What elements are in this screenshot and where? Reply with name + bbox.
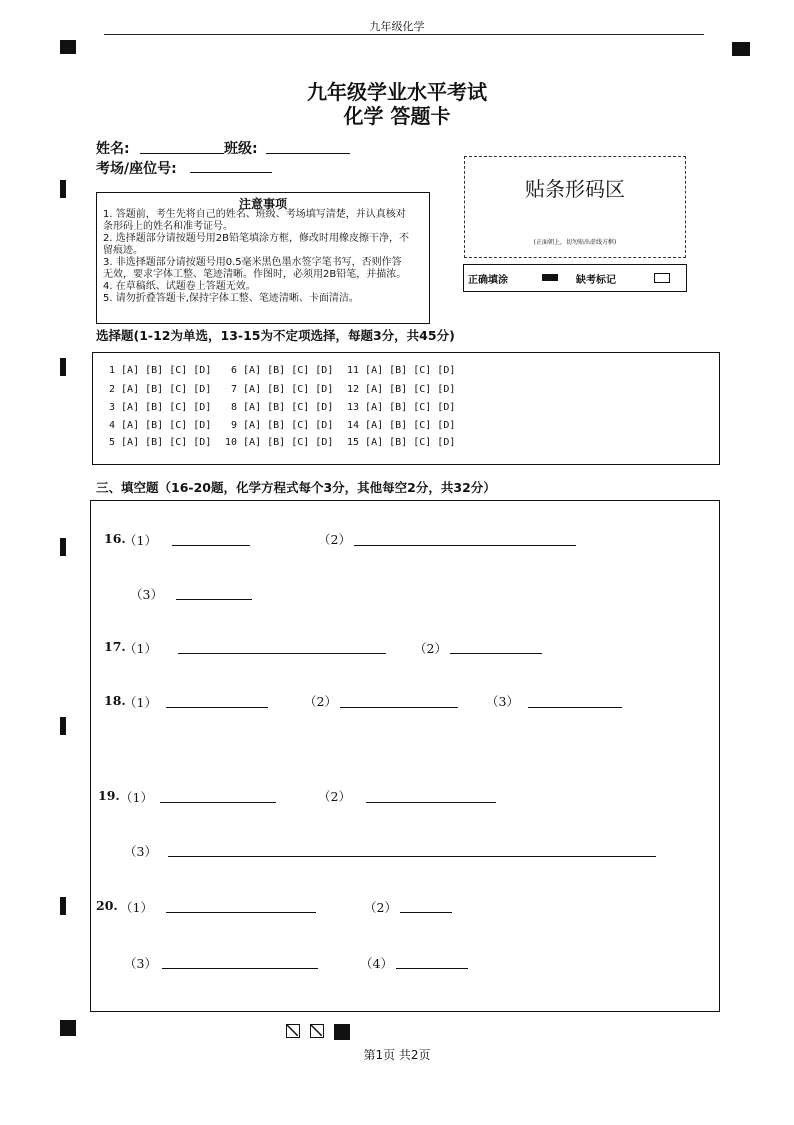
choice-row[interactable]: 4 [A] [B] [C] [D] — [109, 420, 212, 431]
choice-row[interactable]: 15 [A] [B] [C] [D] — [347, 437, 456, 448]
notice-line: 无效，要求字体工整、笔迹清晰。作图时，必须用2B铅笔，并描浓。 — [103, 269, 407, 280]
part-label: （1） — [124, 695, 157, 710]
notice-line: 5. 请勿折叠答题卡,保持字体工整、笔迹清晰、卡面清洁。 — [103, 293, 359, 304]
choice-row[interactable]: 11 [A] [B] [C] [D] — [347, 365, 456, 376]
choice-section-title: 选择题(1-12为单选，13-15为不定项选择，每题3分，共45分) — [96, 328, 455, 343]
fill-answer-area — [90, 500, 720, 1012]
part-label: （2） — [318, 532, 351, 547]
choice-row[interactable]: 14 [A] [B] [C] [D] — [347, 420, 456, 431]
answer-blank-19-2[interactable] — [366, 802, 496, 803]
class-field[interactable] — [266, 153, 350, 154]
answer-blank-16-2[interactable] — [354, 545, 576, 546]
timing-mark — [60, 538, 66, 556]
notice-title: 注意事项 — [238, 197, 287, 211]
exam-title: 九年级学业水平考试 — [307, 80, 487, 104]
part-label: （1） — [120, 790, 153, 805]
part-label: （1） — [120, 900, 153, 915]
page-number: 第1页 共2页 — [363, 1048, 431, 1062]
running-header: 九年级化学 — [369, 20, 425, 33]
fill-section-title: 三、填空题（16-20题，化学方程式每个3分，其他每空2分，共32分） — [96, 480, 496, 495]
choice-row[interactable]: 10 [A] [B] [C] [D] — [225, 437, 334, 448]
notice-line: 条形码上的姓名和准考证号。 — [103, 221, 233, 232]
choice-row[interactable]: 5 [A] [B] [C] [D] — [109, 437, 212, 448]
part-label: （3） — [130, 587, 163, 602]
answer-blank-19-3[interactable] — [168, 856, 656, 857]
seat-label: 考场/座位号: — [96, 161, 177, 177]
notice-line: 3. 非选择题部分请按题号用0.5毫米黑色墨水签字笔书写，否则作答 — [103, 257, 402, 268]
exam-subtitle: 化学 答题卡 — [343, 104, 451, 128]
answer-blank-20-4[interactable] — [396, 968, 468, 969]
choice-answer-grid — [92, 352, 720, 465]
question-number-18: 18. — [104, 693, 126, 708]
correct-fill-label: 正确填涂 — [468, 275, 508, 286]
answer-blank-18-1[interactable] — [166, 707, 268, 708]
name-label: 姓名: — [96, 141, 130, 157]
choice-row[interactable]: 9 [A] [B] [C] [D] — [231, 420, 334, 431]
notice-line: 2. 选择题部分请按题号用2B铅笔填涂方框，修改时用橡皮擦干净，不 — [103, 233, 409, 244]
timing-mark — [60, 897, 66, 915]
choice-row[interactable]: 1 [A] [B] [C] [D] — [109, 365, 212, 376]
name-field[interactable] — [140, 153, 224, 154]
question-number-17: 17. — [104, 639, 126, 654]
answer-blank-16-3[interactable] — [176, 599, 252, 600]
part-label: （2） — [304, 694, 337, 709]
choice-row[interactable]: 12 [A] [B] [C] [D] — [347, 384, 456, 395]
choice-row[interactable]: 2 [A] [B] [C] [D] — [109, 384, 212, 395]
answer-blank-19-1[interactable] — [160, 802, 276, 803]
corner-mark-top-left — [60, 40, 76, 54]
question-number-19: 19. — [98, 788, 120, 803]
header-rule — [104, 34, 704, 35]
barcode-note: (正面朝上，切勿贴出虚线方框) — [533, 239, 617, 246]
timing-mark — [60, 717, 66, 735]
question-number-20: 20. — [96, 898, 118, 913]
answer-blank-18-2[interactable] — [340, 707, 458, 708]
choice-row[interactable]: 13 [A] [B] [C] [D] — [347, 402, 456, 413]
answer-blank-16-1[interactable] — [172, 545, 250, 546]
choice-row[interactable]: 3 [A] [B] [C] [D] — [109, 402, 212, 413]
absent-mark-label: 缺考标记 — [576, 275, 616, 286]
barcode-title: 贴条形码区 — [525, 177, 625, 201]
corner-mark-bottom-left — [60, 1020, 76, 1036]
part-label: （2） — [318, 789, 351, 804]
fill-legend — [463, 264, 687, 292]
correct-fill-sample — [542, 274, 558, 281]
part-label: （3） — [124, 844, 157, 859]
barcode-area — [464, 156, 686, 258]
part-label: （1） — [124, 533, 157, 548]
notice-box — [96, 192, 430, 324]
answer-blank-17-1[interactable] — [178, 653, 386, 654]
class-label: 班级: — [224, 141, 258, 157]
corner-mark-top-right — [732, 42, 750, 56]
part-label: （3） — [124, 956, 157, 971]
part-label: （2） — [364, 900, 397, 915]
answer-blank-20-1[interactable] — [166, 912, 316, 913]
part-label: （3） — [486, 694, 519, 709]
answer-blank-17-2[interactable] — [450, 653, 542, 654]
page-marker-crossed — [310, 1024, 324, 1038]
choice-row[interactable]: 7 [A] [B] [C] [D] — [231, 384, 334, 395]
answer-blank-20-2[interactable] — [400, 912, 452, 913]
notice-line: 1. 答题前，考生先将自己的姓名、班级、考场填写清楚，并认真核对 — [103, 209, 406, 220]
page-marker-crossed — [286, 1024, 300, 1038]
absent-mark-box[interactable] — [654, 273, 670, 283]
part-label: （4） — [360, 956, 393, 971]
part-label: （1） — [124, 641, 157, 656]
question-number-16: 16. — [104, 531, 126, 546]
answer-blank-20-3[interactable] — [162, 968, 318, 969]
part-label: （2） — [414, 641, 447, 656]
notice-line: 4. 在草稿纸、试题卷上答题无效。 — [103, 281, 256, 292]
notice-line: 留痕迹。 — [103, 245, 143, 256]
seat-field[interactable] — [190, 172, 272, 173]
page-marker-filled — [334, 1024, 350, 1040]
choice-row[interactable]: 6 [A] [B] [C] [D] — [231, 365, 334, 376]
timing-mark — [60, 180, 66, 198]
choice-row[interactable]: 8 [A] [B] [C] [D] — [231, 402, 334, 413]
timing-mark — [60, 358, 66, 376]
answer-blank-18-3[interactable] — [528, 707, 622, 708]
